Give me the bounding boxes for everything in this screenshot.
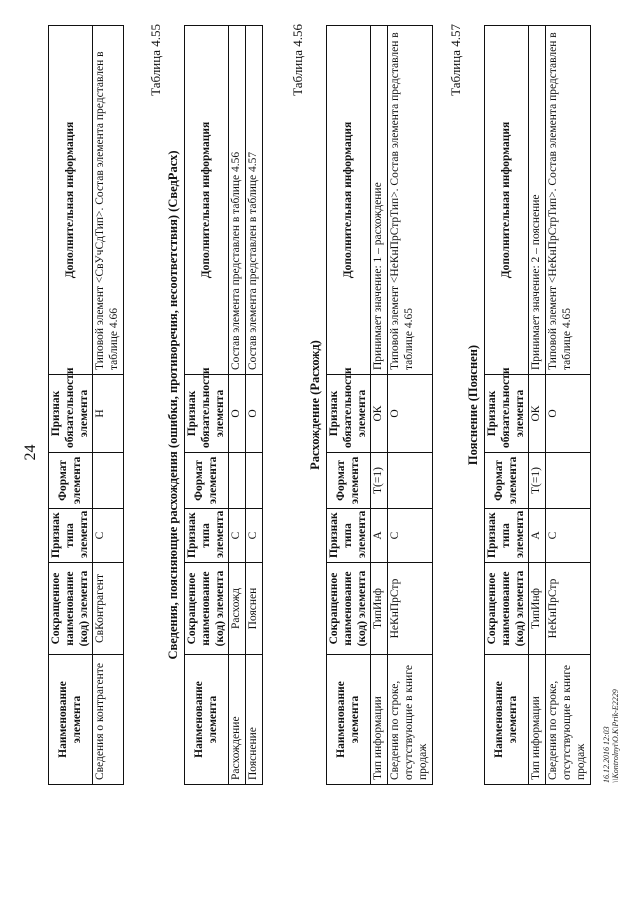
table-caption: Сведения, поясняющие расхождения (ошибки, противоречия, несоответствия) (СведРасх) — [166, 150, 180, 660]
header-type: Признак типа элемента — [185, 509, 229, 563]
cell-code: НеКнПрСтр — [388, 563, 432, 655]
table-4-55-block — [166, 25, 263, 785]
header-name: Наименование элемента — [49, 655, 93, 785]
cell-required: О — [229, 375, 246, 453]
header-format: Формат элемента — [49, 453, 93, 509]
cell-format: T(=1) — [529, 453, 546, 509]
cell-name: Расхождение — [229, 655, 246, 785]
cell-code: СвКонтрагент — [93, 563, 124, 655]
table-number-4-55: Таблица 4.55 — [148, 24, 163, 96]
table-row — [371, 26, 388, 785]
header-row — [327, 26, 371, 785]
table-top — [48, 25, 124, 785]
header-required: Признак обязательности элемента — [185, 375, 229, 453]
header-format: Формат элемента — [327, 453, 371, 509]
cell-required: О — [246, 375, 263, 453]
table-continued — [48, 25, 124, 785]
table-row — [229, 26, 246, 785]
cell-format — [388, 453, 432, 509]
header-type: Признак типа элемента — [485, 509, 529, 563]
cell-code: ТипИнф — [529, 563, 546, 655]
table-number-4-56: Таблица 4.56 — [290, 24, 305, 96]
cell-name: Пояснение — [246, 655, 263, 785]
stamp-path: \\Kontrolnyi\O.K\Prik-E2229 — [611, 689, 621, 783]
cell-format — [229, 453, 246, 509]
cell-info: Состав элемента представлен в таблице 4.56 — [229, 26, 246, 375]
table-caption: Расхождение (Расхожд) — [308, 340, 322, 470]
cell-type: С — [246, 509, 263, 563]
header-code: Сокращенное наименование (код) элемента — [49, 563, 93, 655]
table-row — [388, 26, 432, 785]
table-caption: Пояснение (Пояснен) — [466, 344, 480, 466]
header-type: Признак типа элемента — [49, 509, 93, 563]
table-4-56-block — [308, 25, 433, 785]
cell-required: Н — [93, 375, 124, 453]
cell-code: ТипИнф — [371, 563, 388, 655]
header-name: Наименование элемента — [185, 655, 229, 785]
cell-info: Принимает значение: 1 – расхождение — [371, 26, 388, 375]
cell-info: Типовой элемент <СвУчСдТип>. Состав элемента представлен в таблице 4.66 — [93, 26, 124, 375]
table-row — [93, 26, 124, 785]
header-format: Формат элемента — [185, 453, 229, 509]
cell-name: Тип информации — [371, 655, 388, 785]
cell-name: Сведения по строке, отсутствующие в книге продаж — [388, 655, 432, 785]
cell-info: Состав элемента представлен в таблице 4.57 — [246, 26, 263, 375]
cell-info: Типовой элемент <НеКнПрСтрТип>. Состав элемента представлен в таблице 4.65 — [546, 26, 590, 375]
table-number-4-57: Таблица 4.57 — [448, 24, 463, 96]
cell-format: T(=1) — [371, 453, 388, 509]
cell-code: Расхожд — [229, 563, 246, 655]
cell-required: О — [546, 375, 590, 453]
header-code: Сокращенное наименование (код) элемента — [327, 563, 371, 655]
table-row — [246, 26, 263, 785]
footer-stamp — [602, 689, 620, 783]
header-row — [485, 26, 529, 785]
cell-required: ОК — [529, 375, 546, 453]
header-code: Сокращенное наименование (код) элемента — [185, 563, 229, 655]
cell-info: Типовой элемент <НеКнПрСтрТип>. Состав элемента представлен в таблице 4.65 — [388, 26, 432, 375]
cell-type: С — [93, 509, 124, 563]
header-required: Признак обязательности элемента — [327, 375, 371, 453]
cell-type: А — [371, 509, 388, 563]
header-name: Наименование элемента — [485, 655, 529, 785]
cell-name: Сведения по строке, отсутствующие в книге продаж — [546, 655, 590, 785]
stamp-date: 16.12.2016 12:03 — [602, 726, 611, 783]
cell-type: С — [388, 509, 432, 563]
cell-info: Принимает значение: 2 – пояснение — [529, 26, 546, 375]
header-code: Сокращенное наименование (код) элемента — [485, 563, 529, 655]
header-type: Признак типа элемента — [327, 509, 371, 563]
header-row — [49, 26, 93, 785]
table-row — [546, 26, 590, 785]
page-number: 24 — [22, 444, 39, 461]
cell-format — [246, 453, 263, 509]
cell-type: С — [546, 509, 590, 563]
cell-name: Сведения о контрагенте — [93, 655, 124, 785]
header-required: Признак обязательности элемента — [485, 375, 529, 453]
cell-format — [546, 453, 590, 509]
header-format: Формат элемента — [485, 453, 529, 509]
header-info: Дополнительная информация — [485, 26, 529, 375]
table-row — [529, 26, 546, 785]
table-4-55 — [184, 25, 263, 785]
cell-format — [93, 453, 124, 509]
header-row — [185, 26, 229, 785]
cell-type: А — [529, 509, 546, 563]
header-info: Дополнительная информация — [185, 26, 229, 375]
table-4-56 — [326, 25, 433, 785]
header-info: Дополнительная информация — [49, 26, 93, 375]
cell-code: Пояснен — [246, 563, 263, 655]
cell-name: Тип информации — [529, 655, 546, 785]
cell-code: НеКнПрСтр — [546, 563, 590, 655]
table-4-57 — [484, 25, 591, 785]
cell-required: ОК — [371, 375, 388, 453]
cell-type: С — [229, 509, 246, 563]
header-name: Наименование элемента — [327, 655, 371, 785]
table-4-57-block — [466, 25, 591, 785]
header-info: Дополнительная информация — [327, 26, 371, 375]
cell-required: О — [388, 375, 432, 453]
header-required: Признак обязательности элемента — [49, 375, 93, 453]
